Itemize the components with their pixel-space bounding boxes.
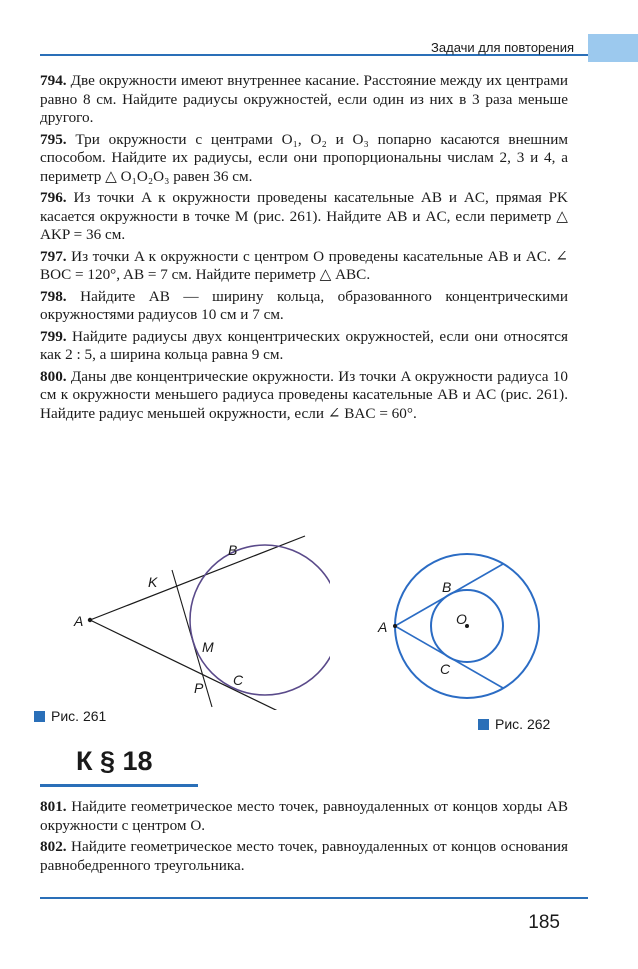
problem-795: 795. Три окружности с центрами O₁, O₂ и O₃ попарно касаются внешним способом. Найдите их радиусы, если они пропорциональны числам 2, 3 и 4, а периметр △ O₁O₂O₃ равен 36 см. [40,130,568,185]
problem-800: 800. Даны две концентрические окружности. Из точки A окружности радиуса 10 см к окружности меньшего радиуса проведены касательные AB и AC (рис. 261). Найдите радиус меньшей окружности, если ∠ BAC = 60°. [40,367,568,422]
figure-262 [370,550,560,710]
circle [190,545,330,695]
label-k: K [148,574,158,590]
point-a [393,624,397,628]
section-title: К § 18 [76,746,153,776]
header-title: Задачи для повторения [431,40,574,55]
problem-796: 796. Из точки A к окружности проведены касательные AB и AC, прямая PK касается окружности в точке M (рис. 261). Найдите AB и AC, если периметр △ AKP = 36 см. [40,189,569,243]
label-b: B [442,579,452,595]
point-a [88,618,92,622]
footer-rule [40,897,588,899]
problem-798: 798. Найдите AB — ширину кольца, образованного концентрическими окружностями радиусов 10 см и 7 см. [40,287,569,323]
caption-marker [478,719,489,730]
figure-261 [40,535,330,710]
caption-marker [34,711,45,722]
problem-list-section [40,798,568,878]
caption-262: Рис. 262 [478,716,550,732]
label-p: P [194,680,204,696]
label-m: M [202,639,214,655]
label-a: A [74,613,84,629]
tangent-ac [90,620,282,710]
label-c: C [440,661,451,677]
header-tab [588,34,638,62]
problem-794: 794. Две окружности имеют внутреннее касание. Расстояние между их центрами равно 8 см. Найдите радиусы окружностей, если один из них в 3 раза меньше другого. [40,72,568,126]
problem-802: 802. Найдите геометрическое место точек, равноудаленных от концов основания равнобедренного треугольника. [40,838,569,874]
label-o: O [456,611,467,627]
label-c: C [233,672,244,688]
page-number: 185 [528,912,560,933]
problem-list [40,72,568,426]
problem-801: 801. Найдите геометрическое место точек, равноудаленных от концов хорды AB окружности с центром O. [40,798,569,834]
label-b: B [228,542,238,558]
problem-799: 799. Найдите радиусы двух концентрических окружностей, если они относятся как 2 : 5, а ширина кольца равна 9 см. [40,327,568,363]
section-rule [40,784,198,787]
problem-797: 797. Из точки A к окружности с центром O проведены касательные AB и AC. ∠ BOC = 120°, AB = 7 см. Найдите периметр △ ABC. [40,247,569,283]
tangent-ab [90,536,305,620]
caption-261: Рис. 261 [34,708,106,724]
label-a: A [378,619,388,635]
